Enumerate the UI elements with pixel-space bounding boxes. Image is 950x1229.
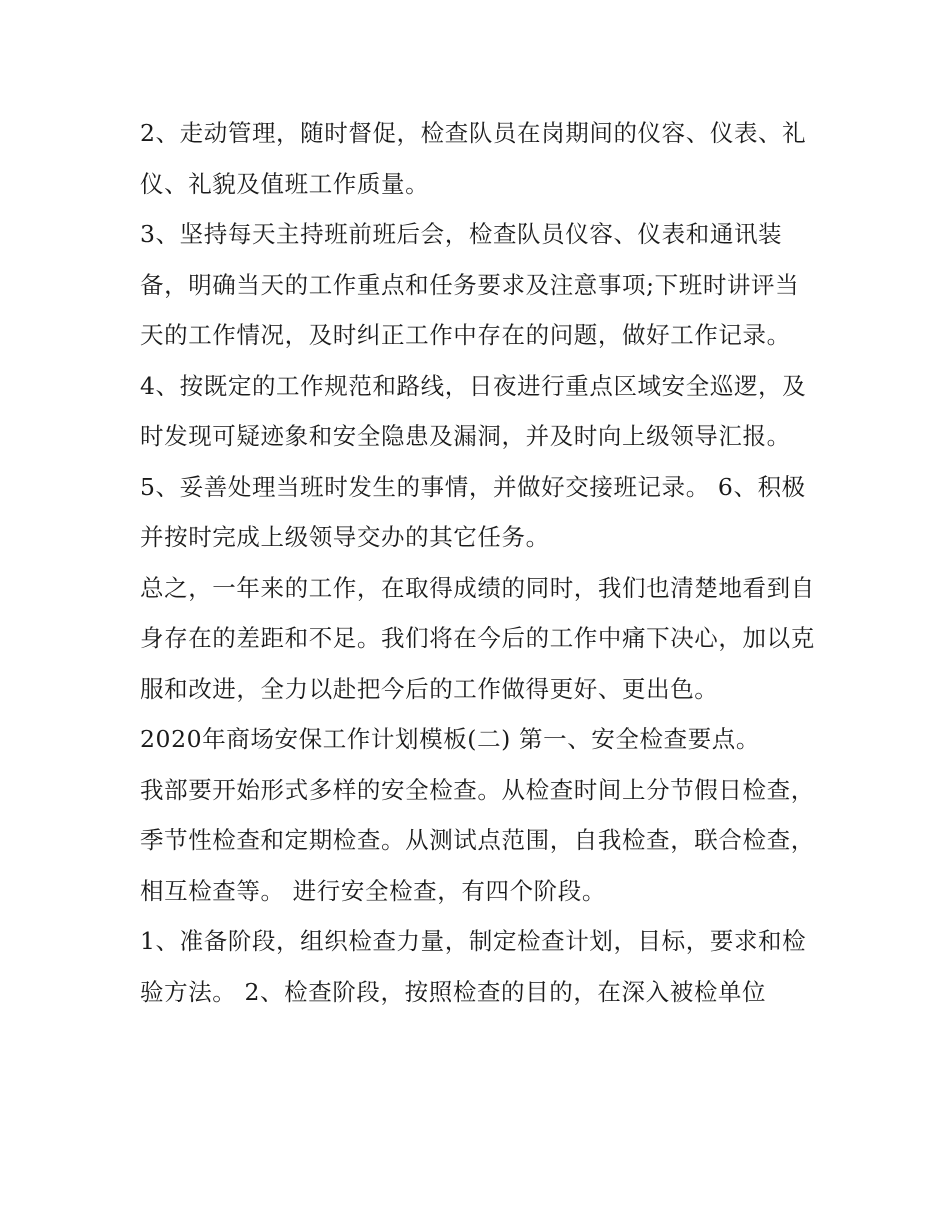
paragraph-inspection-stages: 1、准备阶段，组织检查力量，制定检查计划，目标，要求和检验方法。 2、检查阶段，按照检查的目的，在深入被检单位 (140, 927, 807, 1006)
paragraph-patrol-management: 2、走动管理，随时督促，检查队员在岗期间的仪容、仪表、礼仪、礼貌及值班工作质量。 (140, 119, 807, 198)
paragraph-handover-tasks: 5、妥善处理当班时发生的事情，并做好交接班记录。 6、积极并按时完成上级领导交办的其它任务。 (140, 472, 806, 551)
paragraph-plan-title: 2020年商场安保工作计划模板(二) 第一、安全检查要点。 (140, 725, 761, 753)
paragraph-shift-meetings: 3、坚持每天主持班前班后会，检查队员仪容、仪表和通讯装备，明确当天的工作重点和任务要求及注意事项;下班时讲评当天的工作情况，及时纠正工作中存在的问题，做好工作记录。 (140, 220, 800, 349)
paragraph-security-patrol: 4、按既定的工作规范和路线，日夜进行重点区域安全巡逻，及时发现可疑迹象和安全隐患及漏洞，并及时向上级领导汇报。 (140, 371, 807, 450)
document-body (140, 108, 820, 1017)
paragraph-inspection-types: 我部要开始形式多样的安全检查。从检查时间上分节假日检查，季节性检查和定期检查。从测试点范围，自我检查，联合检查，相互检查等。 进行安全检查，有四个阶段。 (140, 775, 815, 905)
paragraph-summary: 总之，一年来的工作，在取得成绩的同时，我们也清楚地看到自身存在的差距和不足。我们将在今后的工作中痛下决心，加以克服和改进，全力以赴把今后的工作做得更好、更出色。 (140, 573, 815, 703)
